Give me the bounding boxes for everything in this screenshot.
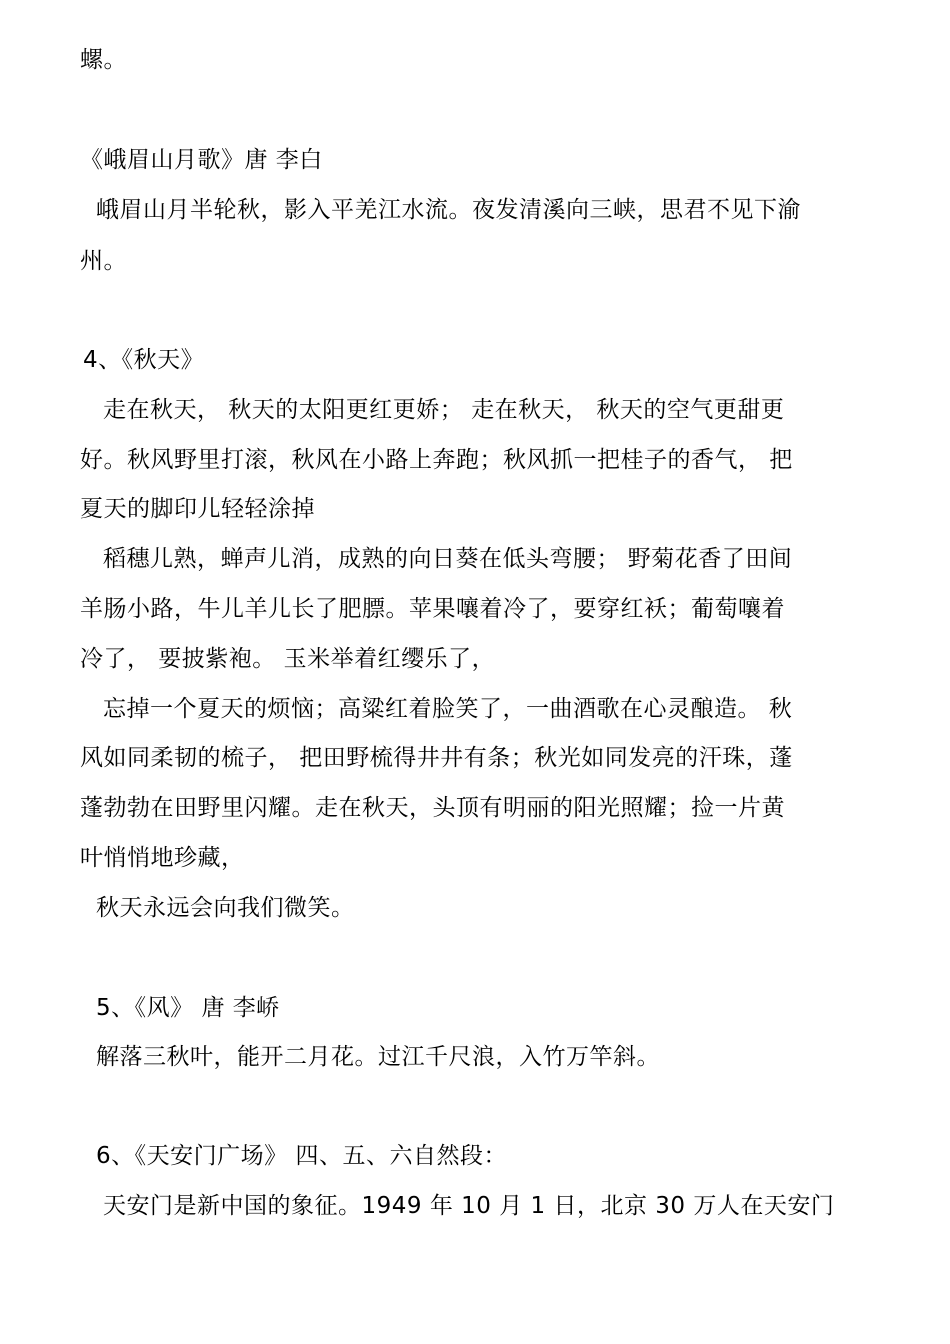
- text-line: 解落三秋叶，能开二月花。过江千尺浪，入竹万竿斜。: [96, 1044, 660, 1070]
- text-line: 峨眉山月半轮秋，影入平羌江水流。夜发清溪向三峡，思君不见下渝: [96, 197, 801, 223]
- text-line: 风如同柔韧的梳子， 把田野梳得井井有条；秋光如同发亮的汗珠，蓬: [80, 745, 793, 771]
- text-line: 州。: [80, 248, 127, 274]
- text-line: 冷了， 要披紫袍。 玉米举着红缨乐了，: [80, 646, 496, 672]
- text-line: 稻穗儿熟，蝉声儿消，成熟的向日葵在低头弯腰； 野菊花香了田间: [103, 546, 793, 572]
- text-line: 螺。: [80, 47, 127, 73]
- text-line: 秋天永远会向我们微笑。: [96, 895, 355, 921]
- text-line: 蓬勃勃在田野里闪耀。走在秋天，头顶有明丽的阳光照耀；捡一片黄: [80, 795, 785, 821]
- text-line: 忘掉一个夏天的烦恼；高粱红着脸笑了，一曲酒歌在心灵酿造。 秋: [103, 696, 793, 722]
- text-line: 走在秋天， 秋天的太阳更红更娇； 走在秋天， 秋天的空气更甜更: [103, 397, 785, 423]
- poem-title: 《峨眉山月歌》唐 李白: [80, 147, 323, 173]
- text-line: 好。秋风野里打滚，秋风在小路上奔跑；秋风抓一把桂子的香气， 把: [80, 447, 793, 473]
- text-line: 天安门是新中国的象征。1949 年 10 月 1 日，北京 30 万人在天安门: [103, 1193, 835, 1219]
- section-heading: 5、《风》 唐 李峤: [96, 995, 280, 1021]
- section-heading: 4、《秋天》: [83, 347, 205, 373]
- text-line: 叶悄悄地珍藏，: [80, 845, 245, 871]
- section-heading: 6、《天安门广场》 四、五、六自然段：: [96, 1143, 507, 1169]
- text-line: 羊肠小路，牛儿羊儿长了肥膘。苹果嚷着冷了，要穿红袄；葡萄嚷着: [80, 596, 785, 622]
- text-line: 夏天的脚印儿轻轻涂掉: [80, 496, 315, 522]
